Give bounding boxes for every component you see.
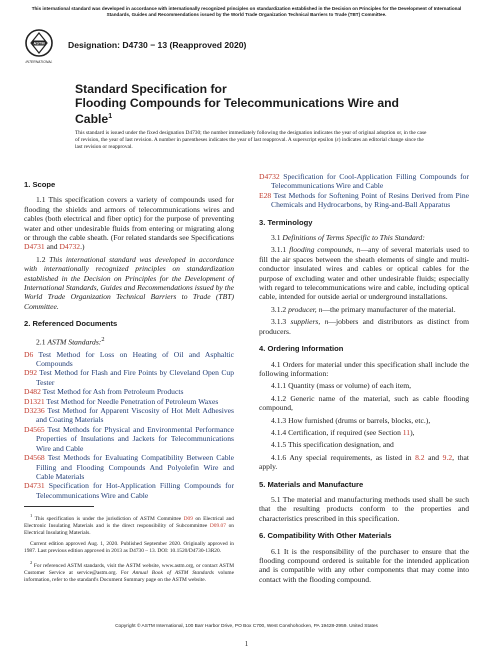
scope-heading: 1. Scope [24, 180, 56, 189]
page-number: 1 [244, 640, 249, 648]
order-4-1-6: 4.1.6 Any special requirements, as listed in 8.2 and 9.2, that apply. [259, 452, 469, 472]
svg-text:INTERNATIONAL: INTERNATIONAL [25, 60, 53, 64]
order-4-1-5: 4.1.5 This specification designation, and [271, 440, 394, 450]
footnote-2: $^2$ For referenced ASTM standards, visit the ASTM website, www.astm.org, or contact ASTM Customer Service at service@astm.org. For Annual Book of ASTM Standards volume information, refer to the standard's Document Summary page on the ASTM website. [24, 559, 234, 583]
preamble: This standard is issued under the fixed designation D4730; the number immediately following the designation indicates the year of original adoption or, in the case of revision, the year of last revision. A number in parentheses indicates the year of last reapproval. A superscript epsilon (ε) indicates an editorial change since the last revision or reapproval. [75, 130, 427, 151]
reference-item[interactable]: D92 Test Method for Flash and Fire Points by Cleveland Open Cup Tester [24, 368, 234, 387]
right-column [259, 172, 469, 587]
reference-item[interactable]: D3236 Test Method for Apparent Viscosity of Hot Melt Adhesives and Coating Materials [24, 406, 234, 425]
designation-label: Designation: D4730 − 13 (Reapproved 2020) [68, 40, 247, 50]
title-line-2: Flooding Compounds for Telecommunications Wire and [75, 96, 399, 110]
title-line-3: Cable$^1$ [75, 112, 113, 127]
reference-item[interactable]: D4732 Specification for Cool-Application Filling Compounds for Telecommunications Wire and Cable [259, 172, 469, 191]
ordering-heading: 4. Ordering Information [259, 344, 344, 354]
reference-item[interactable]: D4565 Test Methods for Physical and Environmental Performance Properties of Insulations and Jackets for Telecommunications Wire and Cable [24, 424, 234, 453]
link-d4732[interactable]: D4732 [59, 242, 81, 252]
link-8-2[interactable]: 8.2 [415, 452, 425, 462]
link-9-2[interactable]: 9.2 [442, 452, 453, 462]
svg-text:ASTM: ASTM [33, 40, 45, 46]
reference-item[interactable]: D1321 Test Method for Needle Penetration of Petroleum Waxes [24, 396, 219, 406]
mat-5-1: 5.1 The material and manufacturing methods used shall be such that the resulting products conform to the properties and characteristics prescribed in this specification. [259, 494, 469, 523]
order-4-1-4: 4.1.4 Certification, if required (see Section 11), [271, 427, 415, 437]
link-section-11[interactable]: 11 [402, 427, 411, 437]
term-3-1: 3.1 Definitions of Terms Specific to This Standard: [271, 233, 425, 243]
term-3-1-3: 3.1.3 suppliers, n—jobbers and distributors as distinct from producers. [259, 317, 469, 336]
link-d4731[interactable]: D4731 [24, 242, 45, 252]
reference-item[interactable]: D4731 Specification for Hot-Application Filling Compounds for Telecommunications Wire and Cable [24, 481, 234, 500]
tbt-notice: This international standard was developed in accordance with internationally recognized principles on standardization established in the Decision on Principles for the Development of International Standards, Guides and Recommendations issued by the World Trade Organization Technical Barriers to Trade (TBT) Committee. [31, 6, 462, 17]
scope-1-1: 1.1 This specification covers a variety of compounds used for flooding the shields and armors of telecommunications wires and cables (both electrical and fiber optic) for the purpose of preventing water and other undesirable fluids from entering or migrating along or through the cable sheath. (For related standards see Specifications D4731 and D4732.) [24, 195, 234, 252]
scope-1-2: 1.2 This international standard was developed in accordance with internationally recognized principles on standardization established in the Decision on Principles for the Development of International Standards, Guides and Recommendations issued by the World Trade Organization Technical Barriers to Trade (TBT) Committee. [24, 254, 235, 311]
footnote-1-current: Current edition approved Aug. 1, 2020. Published September 2020. Originally approved in 1987. Last previous edition approved in 2013 as D4730 – 13. DOI: 10.1520/D4730-13R20. [24, 540, 234, 554]
order-4-1-3: 4.1.3 How furnished (drums or barrels, blocks, etc.), [271, 415, 431, 425]
refs-2-1: 2.1 ASTM Standards:$^2$ [36, 335, 105, 347]
terminology-heading: 3. Terminology [259, 217, 313, 227]
term-3-1-2: 3.1.2 producer, n—the primary manufacturer of the material. [271, 304, 456, 314]
title-footnote-mark[interactable]: 1 [108, 113, 113, 120]
reference-item[interactable]: D4568 Test Methods for Evaluating Compatibility Between Cable Filling and Flooding Compounds And Polyolefin Wire and Cable Materials [24, 453, 234, 481]
order-4-1-2: 4.1.2 Generic name of the material, such as cable flooding compound, [259, 393, 469, 413]
materials-heading: 5. Materials and Manufacture [259, 479, 364, 489]
copyright-footer: Copyright © ASTM International, 100 Barr Harbor Drive, PO Box C700, West Conshohocken, PA 19428-2959. United States [115, 624, 378, 629]
left-column [24, 172, 234, 500]
link-d09-07[interactable]: D09.07 [209, 522, 226, 529]
refs-heading: 2. Referenced Documents [24, 319, 118, 329]
order-4-1-1: 4.1.1 Quantity (mass or volume) of each item, [271, 381, 412, 391]
compatibility-heading: 6. Compatibility With Other Materials [259, 531, 392, 541]
title-line-1: Standard Specification for [75, 82, 227, 96]
footnotes [24, 506, 234, 588]
link-d09[interactable]: D09 [183, 515, 193, 522]
astm-logo-icon [22, 28, 56, 66]
reference-item[interactable]: E28 Test Methods for Softening Point of Resins Derived from Pine Chemicals and Hydrocarbons, by Ring-and-Ball Apparatus [259, 190, 469, 210]
compat-6-1: 6.1 It is the responsibility of the purchaser to ensure that the flooding compound ordered is suitable for the intended application and is compatible with any other components that may come into contact with the flooding compound. [259, 546, 469, 584]
reference-item[interactable]: D482 Test Method for Ash from Petroleum Products [24, 387, 184, 397]
footnote-1: $^1$ This specification is under the jurisdiction of ASTM Committee D09 on Electrical and Electronic Insulating Materials and is the direct responsibility of Subcommittee D09.07 on Electrical Insulating Materials. [24, 513, 234, 536]
document-title [75, 82, 415, 126]
reference-item[interactable]: D6 Test Method for Loss on Heating of Oil and Asphaltic Compounds [24, 349, 234, 369]
reference-list [24, 350, 234, 501]
term-3-1-1: 3.1.1 flooding compounds, n—any of several materials used to fill the air spaces between the sheath elements of single and multi-conductor insulated wires and cables or optical cables for the purpose of excluding water and other undesirable fluids; especially with regard to telecommunications wire and cable, including optical cable, intended for outside aerial or underground installations. [259, 245, 469, 302]
order-4-1: 4.1 Orders for material under this specification shall include the following information: [259, 359, 469, 378]
footnote-divider [24, 506, 94, 507]
